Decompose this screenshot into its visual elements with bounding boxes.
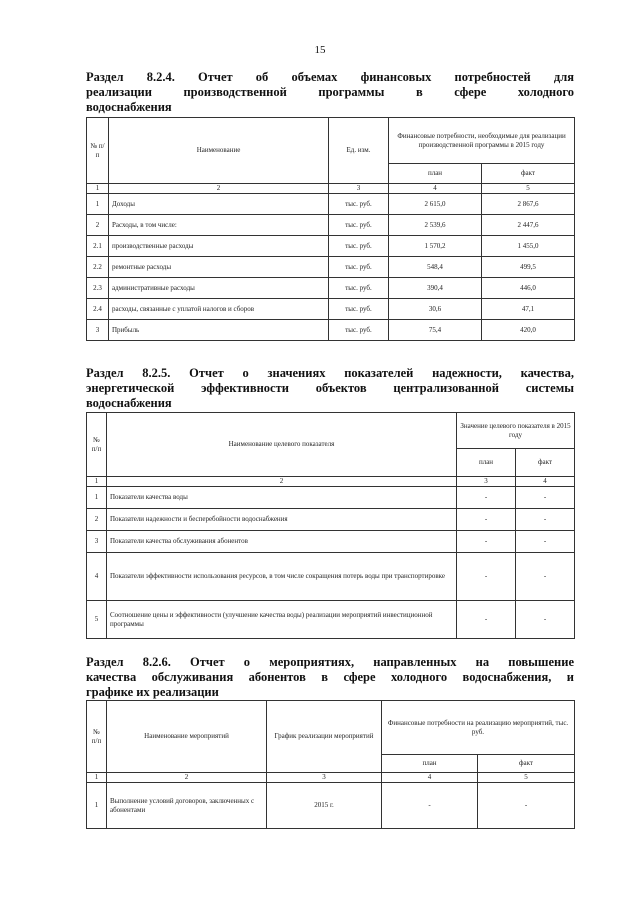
header-plan: план: [457, 449, 516, 477]
row-num: 1: [87, 487, 107, 509]
index-cell: 3: [329, 184, 389, 194]
index-cell: 4: [516, 477, 575, 487]
row-fact: 2 867,6: [482, 194, 575, 215]
row-fact: -: [516, 553, 575, 601]
section-title-line: Раздел 8.2.5. Отчет о значениях показателей надежности, качества,: [86, 366, 574, 380]
index-cell: 1: [87, 184, 109, 194]
row-name: Соотношение цены и эффективности (улучшение качества воды) реализации мероприятий инвестиционной программы: [107, 601, 457, 639]
row-unit: тыс. руб.: [329, 257, 389, 278]
row-fact: -: [516, 601, 575, 639]
row-name: ремонтные расходы: [109, 257, 329, 278]
row-fact: 2 447,6: [482, 215, 575, 236]
page-number: 15: [314, 44, 326, 56]
row-plan: -: [382, 783, 478, 829]
header-plan: план: [389, 164, 482, 184]
row-fact: -: [516, 487, 575, 509]
row-name: Доходы: [109, 194, 329, 215]
header-schedule: График реализации мероприятий: [267, 701, 382, 773]
header-name: Наименование: [109, 118, 329, 184]
section-title-line: водоснабжения: [86, 100, 172, 114]
row-unit: тыс. руб.: [329, 278, 389, 299]
table-row: [87, 215, 575, 236]
section-title-line: Раздел 8.2.4. Отчет об объемах финансовых потребностей для: [86, 70, 574, 84]
row-fact: -: [516, 531, 575, 553]
row-plan: -: [457, 553, 516, 601]
table-row: [87, 278, 575, 299]
row-num: 2: [87, 215, 109, 236]
row-name: Показатели качества воды: [107, 487, 457, 509]
section-title-line: водоснабжения: [86, 396, 172, 410]
header-value: Значение целевого показателя в 2015 году: [457, 413, 575, 449]
index-row: [87, 773, 575, 783]
row-num: 3: [87, 320, 109, 341]
index-cell: 5: [482, 184, 575, 194]
table-row: [87, 601, 575, 639]
section-title-line: энергетической эффективности объектов централизованной системы: [86, 381, 574, 395]
indicators-table: [86, 412, 575, 639]
row-num: 1: [87, 194, 109, 215]
header-fact: факт: [516, 449, 575, 477]
row-plan: 2 615,0: [389, 194, 482, 215]
financial-needs-table: [86, 117, 575, 341]
table-row: [87, 531, 575, 553]
section-title-line: Раздел 8.2.6. Отчет о мероприятиях, направленных на повышение: [86, 655, 574, 669]
header-fact: факт: [482, 164, 575, 184]
row-schedule: 2015 г.: [267, 783, 382, 829]
table-row: [87, 320, 575, 341]
row-plan: -: [457, 601, 516, 639]
header-name: Наименование целевого показателя: [107, 413, 457, 477]
header-num: № п/п: [87, 118, 109, 184]
row-fact: -: [478, 783, 575, 829]
row-name: производственные расходы: [109, 236, 329, 257]
index-cell: 3: [267, 773, 382, 783]
row-unit: тыс. руб.: [329, 215, 389, 236]
row-name: Выполнение условий договоров, заключенных с абонентами: [107, 783, 267, 829]
row-unit: тыс. руб.: [329, 194, 389, 215]
index-cell: 1: [87, 773, 107, 783]
row-plan: -: [457, 531, 516, 553]
row-name: Показатели эффективности использования ресурсов, в том числе сокращения потерь воды при транспортировке: [107, 553, 457, 601]
row-name: расходы, связанные с уплатой налогов и сборов: [109, 299, 329, 320]
row-name: Показатели качества обслуживания абонентов: [107, 531, 457, 553]
index-cell: 2: [109, 184, 329, 194]
table-row: [87, 487, 575, 509]
row-num: 2.4: [87, 299, 109, 320]
section-title-line: качества обслуживания абонентов в сфере холодного водоснабжения, и: [86, 670, 574, 684]
header-plan: план: [382, 755, 478, 773]
row-plan: 548,4: [389, 257, 482, 278]
row-name: Расходы, в том числе:: [109, 215, 329, 236]
table-row: [87, 509, 575, 531]
row-num: 2.3: [87, 278, 109, 299]
header-needs: Финансовые потребности, необходимые для реализации производственной программы в 2015 году: [389, 118, 575, 164]
table-row: [87, 194, 575, 215]
row-plan: 30,6: [389, 299, 482, 320]
table-row: [87, 257, 575, 278]
row-name: административные расходы: [109, 278, 329, 299]
row-num: 2.2: [87, 257, 109, 278]
header-unit: Ед. изм.: [329, 118, 389, 184]
header-num: № п/п: [87, 701, 107, 773]
header-name: Наименование мероприятий: [107, 701, 267, 773]
section-title-line: графике их реализации: [86, 685, 219, 699]
row-unit: тыс. руб.: [329, 299, 389, 320]
row-fact: 446,0: [482, 278, 575, 299]
row-unit: тыс. руб.: [329, 236, 389, 257]
row-plan: 2 539,6: [389, 215, 482, 236]
row-plan: -: [457, 487, 516, 509]
row-num: 1: [87, 783, 107, 829]
section-title-line: реализации производственной программы в сфере холодного: [86, 85, 574, 99]
row-fact: 47,1: [482, 299, 575, 320]
index-cell: 4: [382, 773, 478, 783]
header-needs: Финансовые потребности на реализацию мероприятий, тыс. руб.: [382, 701, 575, 755]
index-cell: 1: [87, 477, 107, 487]
row-num: 2.1: [87, 236, 109, 257]
row-plan: 390,4: [389, 278, 482, 299]
row-name: Прибыль: [109, 320, 329, 341]
header-num: № п/п: [87, 413, 107, 477]
measures-table: [86, 700, 575, 829]
row-name: Показатели надежности и бесперебойности водоснабжения: [107, 509, 457, 531]
row-plan: 1 570,2: [389, 236, 482, 257]
row-num: 2: [87, 509, 107, 531]
row-plan: 75,4: [389, 320, 482, 341]
section-8-2-6-title: [86, 655, 574, 700]
index-cell: 2: [107, 773, 267, 783]
header-fact: факт: [478, 755, 575, 773]
index-row: [87, 184, 575, 194]
row-num: 3: [87, 531, 107, 553]
row-num: 5: [87, 601, 107, 639]
row-fact: 499,5: [482, 257, 575, 278]
row-plan: -: [457, 509, 516, 531]
index-cell: 3: [457, 477, 516, 487]
index-cell: 5: [478, 773, 575, 783]
row-num: 4: [87, 553, 107, 601]
section-8-2-5-title: [86, 366, 574, 411]
index-row: [87, 477, 575, 487]
row-fact: -: [516, 509, 575, 531]
index-cell: 4: [389, 184, 482, 194]
row-unit: тыс. руб.: [329, 320, 389, 341]
table-row: [87, 236, 575, 257]
table-row: [87, 553, 575, 601]
row-fact: 1 455,0: [482, 236, 575, 257]
row-fact: 420,0: [482, 320, 575, 341]
index-cell: 2: [107, 477, 457, 487]
table-row: [87, 783, 575, 829]
section-8-2-4-title: [86, 70, 574, 115]
table-row: [87, 299, 575, 320]
